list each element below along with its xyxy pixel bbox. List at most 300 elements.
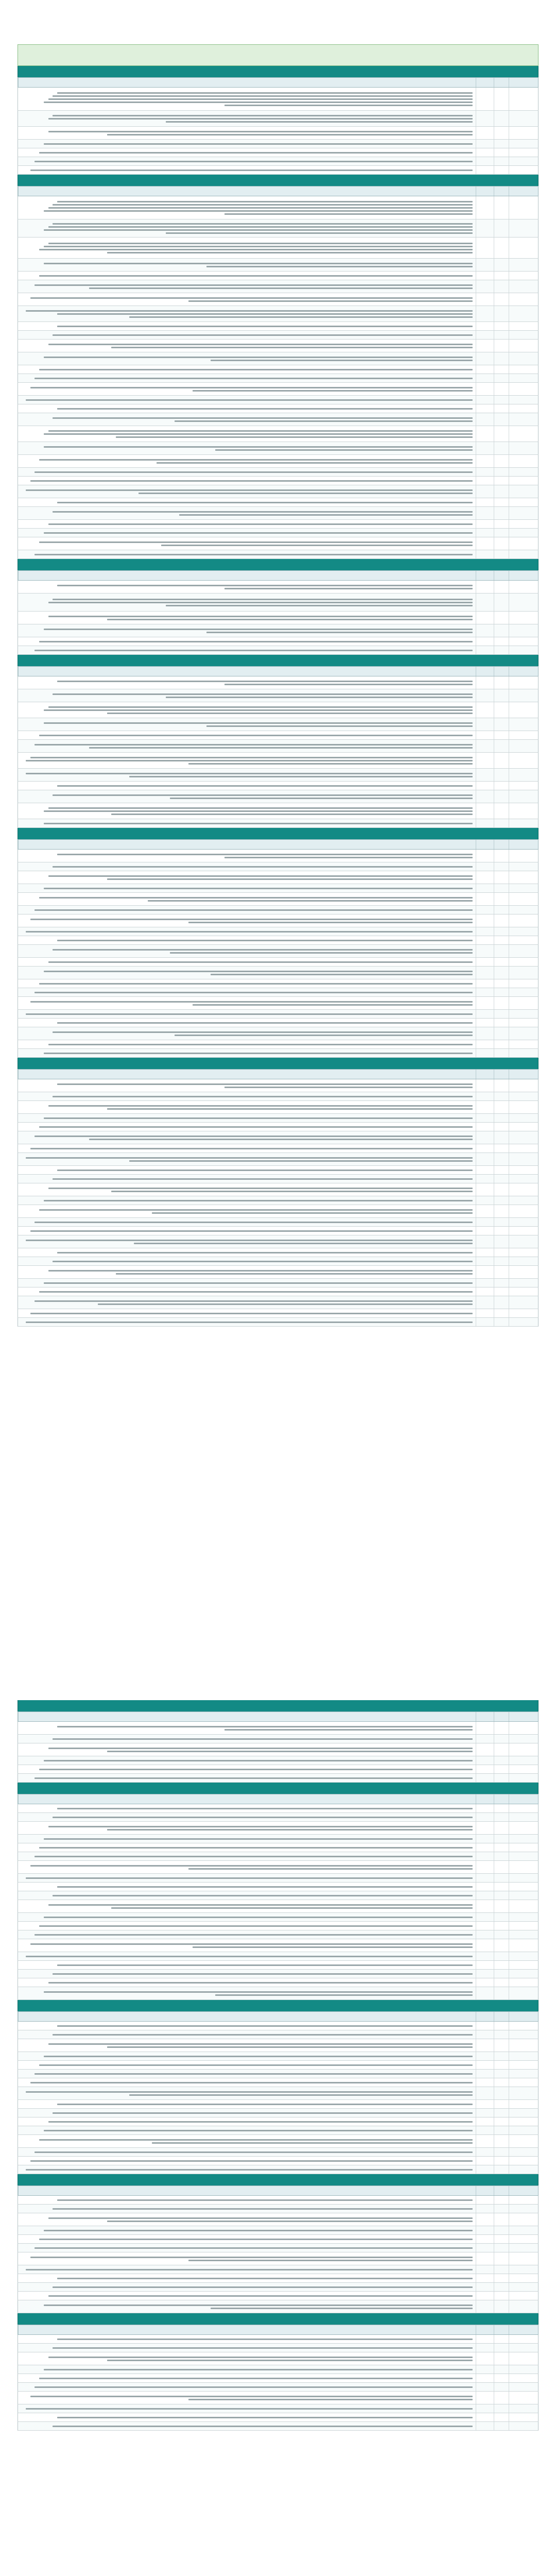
text-line-placeholder xyxy=(53,1178,473,1180)
cell-number xyxy=(494,769,509,781)
text-line-placeholder xyxy=(39,369,473,370)
cell-description xyxy=(18,166,476,174)
cell-code xyxy=(509,1235,538,1248)
cell-number xyxy=(494,529,509,537)
cell-description xyxy=(18,819,476,827)
table-row xyxy=(18,979,538,988)
cell-date xyxy=(476,1123,494,1131)
cell-description xyxy=(18,1913,476,1921)
text-line-placeholder xyxy=(48,1904,473,1906)
cell-date xyxy=(476,753,494,768)
section-header xyxy=(18,559,538,570)
text-line-placeholder xyxy=(26,2091,473,2093)
cell-number xyxy=(494,1883,509,1891)
text-line-placeholder xyxy=(53,223,473,225)
text-line-placeholder xyxy=(166,697,473,698)
cell-number xyxy=(494,702,509,718)
cell-number xyxy=(494,2265,509,2274)
column-header-date xyxy=(476,2012,494,2021)
text-line-placeholder xyxy=(129,2094,473,2096)
cell-date xyxy=(476,1218,494,1226)
cell-code xyxy=(509,803,538,819)
cell-description xyxy=(18,1257,476,1265)
cell-description xyxy=(18,2117,476,2126)
text-line-placeholder xyxy=(26,1240,473,1241)
text-line-placeholder xyxy=(26,760,473,761)
cell-description xyxy=(18,2335,476,2343)
table-row xyxy=(18,1900,538,1913)
text-line-placeholder xyxy=(44,2369,473,2370)
column-header-date xyxy=(476,1794,494,1804)
text-line-placeholder xyxy=(107,2046,473,2048)
cell-date xyxy=(476,2383,494,2391)
cell-description xyxy=(18,1205,476,1217)
cell-number xyxy=(494,280,509,293)
cell-description xyxy=(18,404,476,413)
cell-number xyxy=(494,790,509,803)
cell-description xyxy=(18,550,476,558)
cell-description xyxy=(18,1287,476,1296)
cell-number xyxy=(494,819,509,827)
cell-code xyxy=(509,936,538,944)
text-line-placeholder xyxy=(34,2073,473,2075)
cell-date xyxy=(476,396,494,404)
table-row xyxy=(18,280,538,293)
text-line-placeholder xyxy=(57,854,473,855)
cell-description xyxy=(18,1175,476,1183)
cell-description xyxy=(18,1318,476,1326)
cell-code xyxy=(509,1743,538,1756)
cell-number xyxy=(494,468,509,476)
cell-description xyxy=(18,2226,476,2234)
text-line-placeholder xyxy=(224,105,473,106)
table-row xyxy=(18,2117,538,2126)
text-line-placeholder xyxy=(53,693,473,695)
text-line-placeholder xyxy=(30,387,473,388)
text-line-placeholder xyxy=(166,232,473,234)
text-line-placeholder xyxy=(44,1053,473,1054)
table-body xyxy=(18,850,538,1058)
text-line-placeholder xyxy=(157,462,473,464)
cell-date xyxy=(476,1939,494,1952)
text-line-placeholder xyxy=(129,1160,473,1162)
section-header xyxy=(18,66,538,77)
cell-code xyxy=(509,2087,538,2099)
text-line-placeholder xyxy=(98,1303,473,1305)
text-line-placeholder xyxy=(44,143,473,145)
cell-date xyxy=(476,958,494,966)
cell-description xyxy=(18,2165,476,2174)
text-line-placeholder xyxy=(39,275,473,277)
table-row xyxy=(18,1774,538,1783)
cell-number xyxy=(494,2100,509,2108)
cell-code xyxy=(509,1883,538,1891)
text-line-placeholder xyxy=(57,1022,473,1024)
column-header-date xyxy=(476,2325,494,2334)
text-line-placeholder xyxy=(175,1035,473,1036)
text-line-placeholder xyxy=(224,857,473,858)
cell-date xyxy=(476,967,494,979)
cell-date xyxy=(476,1079,494,1092)
cell-date xyxy=(476,2022,494,2030)
table-row xyxy=(18,1835,538,1843)
table-row xyxy=(18,1248,538,1257)
table-row xyxy=(18,906,538,914)
cell-date xyxy=(476,1852,494,1860)
text-line-placeholder xyxy=(34,1136,473,1137)
column-header-description xyxy=(18,840,476,849)
text-line-placeholder xyxy=(39,1925,473,1927)
cell-code xyxy=(509,1970,538,1978)
cell-number xyxy=(494,1722,509,1734)
cell-date xyxy=(476,676,494,689)
cell-description xyxy=(18,2265,476,2274)
text-line-placeholder xyxy=(53,2208,473,2210)
cell-description xyxy=(18,967,476,979)
cell-number xyxy=(494,936,509,944)
cell-description xyxy=(18,2157,476,2165)
cell-date xyxy=(476,1248,494,1257)
cell-number xyxy=(494,477,509,485)
table-row xyxy=(18,988,538,997)
text-line-placeholder xyxy=(175,420,473,422)
text-line-placeholder xyxy=(34,909,473,911)
cell-number xyxy=(494,2135,509,2147)
cell-number xyxy=(494,2126,509,2134)
text-line-placeholder xyxy=(48,2121,473,2123)
text-line-placeholder xyxy=(116,436,473,438)
table-row xyxy=(18,2213,538,2226)
cell-code xyxy=(509,1804,538,1812)
cell-number xyxy=(494,1153,509,1165)
cell-code xyxy=(509,1010,538,1018)
cell-code xyxy=(509,148,538,157)
cell-number xyxy=(494,1874,509,1882)
table-row xyxy=(18,2244,538,2252)
cell-description xyxy=(18,2413,476,2421)
cell-number xyxy=(494,1010,509,1018)
table-row xyxy=(18,520,538,529)
cell-code xyxy=(509,2274,538,2282)
text-line-placeholder xyxy=(48,98,473,100)
cell-description xyxy=(18,468,476,476)
text-line-placeholder xyxy=(89,747,473,749)
table-row xyxy=(18,331,538,340)
cell-description xyxy=(18,2274,476,2282)
text-line-placeholder xyxy=(53,2426,473,2427)
cell-description xyxy=(18,529,476,537)
cell-date xyxy=(476,1970,494,1978)
column-header-number xyxy=(494,2012,509,2021)
table-body xyxy=(18,1804,538,2000)
text-line-placeholder xyxy=(30,1943,473,1945)
table-row xyxy=(18,529,538,537)
cell-description xyxy=(18,2383,476,2391)
cell-number xyxy=(494,2061,509,2069)
text-line-placeholder xyxy=(26,1877,473,1879)
text-line-placeholder xyxy=(57,2199,473,2201)
text-line-placeholder xyxy=(48,243,473,244)
cell-number xyxy=(494,1735,509,1743)
column-header-description xyxy=(18,2325,476,2334)
text-line-placeholder xyxy=(148,900,473,902)
text-line-placeholder xyxy=(26,773,473,774)
text-line-placeholder xyxy=(48,430,473,432)
cell-code xyxy=(509,2283,538,2291)
cell-date xyxy=(476,1205,494,1217)
text-line-placeholder xyxy=(30,1865,473,1867)
cell-description xyxy=(18,612,476,624)
text-line-placeholder xyxy=(53,115,473,116)
cell-date xyxy=(476,442,494,454)
text-line-placeholder xyxy=(48,706,473,708)
text-line-placeholder xyxy=(44,1991,473,1993)
text-line-placeholder xyxy=(48,2217,473,2219)
cell-code xyxy=(509,1153,538,1165)
cell-number xyxy=(494,1756,509,1765)
table-row xyxy=(18,272,538,280)
cell-number xyxy=(494,884,509,892)
table-row xyxy=(18,2157,538,2165)
text-line-placeholder xyxy=(206,632,473,633)
section xyxy=(18,2000,538,2174)
cell-date xyxy=(476,455,494,467)
cell-number xyxy=(494,426,509,442)
text-line-placeholder xyxy=(57,2104,473,2105)
text-line-placeholder xyxy=(39,459,473,461)
cell-date xyxy=(476,936,494,944)
cell-number xyxy=(494,1279,509,1287)
text-line-placeholder xyxy=(57,1964,473,1966)
table-row xyxy=(18,1874,538,1883)
cell-date xyxy=(476,148,494,157)
column-header-date xyxy=(476,1712,494,1721)
cell-date xyxy=(476,1952,494,1960)
cell-code xyxy=(509,1861,538,1873)
text-line-placeholder xyxy=(111,347,473,348)
cell-date xyxy=(476,2422,494,2430)
table-row xyxy=(18,1144,538,1153)
cell-date xyxy=(476,702,494,718)
cell-code xyxy=(509,1266,538,1278)
cell-number xyxy=(494,1318,509,1326)
column-header-code xyxy=(509,1712,538,1721)
cell-code xyxy=(509,2265,538,2274)
text-line-placeholder xyxy=(107,2360,473,2361)
column-header-code xyxy=(509,187,538,196)
column-header-description xyxy=(18,667,476,676)
text-line-placeholder xyxy=(26,1956,473,1957)
cell-number xyxy=(494,2078,509,2087)
text-line-placeholder xyxy=(224,588,473,589)
cell-code xyxy=(509,862,538,871)
cell-date xyxy=(476,637,494,646)
table-row xyxy=(18,740,538,753)
cell-description xyxy=(18,1939,476,1952)
cell-date xyxy=(476,2135,494,2147)
cell-description xyxy=(18,1019,476,1027)
table-row xyxy=(18,306,538,322)
cell-description xyxy=(18,1861,476,1873)
cell-date xyxy=(476,594,494,611)
cell-number xyxy=(494,850,509,862)
text-line-placeholder xyxy=(57,92,473,94)
cell-date xyxy=(476,2126,494,2134)
cell-date xyxy=(476,1735,494,1743)
cell-description xyxy=(18,2078,476,2087)
table-row xyxy=(18,2292,538,2300)
text-line-placeholder xyxy=(48,131,473,132)
table-body xyxy=(18,2335,538,2431)
cell-description xyxy=(18,850,476,862)
cell-description xyxy=(18,238,476,258)
table-row xyxy=(18,884,538,893)
column-header-date xyxy=(476,187,494,196)
table-row xyxy=(18,2365,538,2374)
text-line-placeholder xyxy=(44,888,473,889)
cell-code xyxy=(509,2126,538,2134)
cell-number xyxy=(494,1861,509,1873)
cell-number xyxy=(494,520,509,528)
cell-date xyxy=(476,2052,494,2060)
table-row xyxy=(18,2413,538,2422)
cell-code xyxy=(509,1756,538,1765)
text-line-placeholder xyxy=(161,545,473,546)
table-row xyxy=(18,782,538,790)
text-line-placeholder xyxy=(39,1126,473,1128)
cell-date xyxy=(476,238,494,258)
column-header-date xyxy=(476,667,494,676)
cell-date xyxy=(476,413,494,426)
cell-date xyxy=(476,1131,494,1144)
table-row xyxy=(18,365,538,374)
text-line-placeholder xyxy=(44,823,473,824)
text-line-placeholder xyxy=(215,1994,473,1996)
cell-date xyxy=(476,906,494,914)
cell-number xyxy=(494,498,509,506)
cell-number xyxy=(494,1987,509,1999)
text-line-placeholder xyxy=(129,316,473,318)
cell-number xyxy=(494,1266,509,1278)
column-header-date xyxy=(476,840,494,849)
cell-code xyxy=(509,1822,538,1834)
text-line-placeholder xyxy=(48,961,473,963)
cell-number xyxy=(494,1913,509,1921)
cell-code xyxy=(509,1939,538,1952)
cell-description xyxy=(18,997,476,1009)
text-line-placeholder xyxy=(129,776,473,777)
cell-date xyxy=(476,1961,494,1969)
cell-date xyxy=(476,2039,494,2052)
cell-date xyxy=(476,272,494,280)
cell-description xyxy=(18,782,476,790)
cell-code xyxy=(509,413,538,426)
text-line-placeholder xyxy=(57,940,473,941)
cell-date xyxy=(476,537,494,550)
cell-description xyxy=(18,2404,476,2413)
cell-date xyxy=(476,352,494,365)
cell-description xyxy=(18,365,476,374)
cell-date xyxy=(476,1309,494,1317)
text-line-placeholder xyxy=(206,266,473,267)
text-line-placeholder xyxy=(30,1001,473,1003)
table-row xyxy=(18,293,538,306)
cell-description xyxy=(18,1743,476,1756)
cell-date xyxy=(476,2404,494,2413)
document-title xyxy=(18,44,538,66)
cell-description xyxy=(18,331,476,339)
table-row xyxy=(18,2148,538,2157)
cell-code xyxy=(509,1930,538,1939)
cell-date xyxy=(476,1756,494,1765)
cell-number xyxy=(494,1743,509,1756)
text-line-placeholder xyxy=(30,2082,473,2083)
cell-date xyxy=(476,426,494,442)
text-line-placeholder xyxy=(57,585,473,586)
cell-date xyxy=(476,2352,494,2365)
cell-description xyxy=(18,293,476,306)
cell-number xyxy=(494,1939,509,1952)
text-line-placeholder xyxy=(224,1087,473,1088)
table-row xyxy=(18,2061,538,2070)
cell-number xyxy=(494,782,509,790)
cell-number xyxy=(494,1019,509,1027)
cell-code xyxy=(509,1296,538,1309)
cell-description xyxy=(18,2109,476,2117)
cell-date xyxy=(476,157,494,165)
cell-date xyxy=(476,340,494,352)
text-line-placeholder xyxy=(48,1105,473,1107)
cell-date xyxy=(476,624,494,637)
table-row xyxy=(18,1227,538,1235)
cell-date xyxy=(476,507,494,519)
cell-number xyxy=(494,2087,509,2099)
cell-description xyxy=(18,988,476,996)
cell-description xyxy=(18,2352,476,2365)
text-line-placeholder xyxy=(48,344,473,345)
table-row xyxy=(18,127,538,140)
column-header-number xyxy=(494,2186,509,2195)
cell-date xyxy=(476,988,494,996)
text-line-placeholder xyxy=(34,2386,473,2388)
table-row xyxy=(18,803,538,819)
text-line-placeholder xyxy=(206,725,473,727)
cell-number xyxy=(494,967,509,979)
cell-description xyxy=(18,936,476,944)
cell-date xyxy=(476,1010,494,1018)
cell-code xyxy=(509,293,538,306)
text-line-placeholder xyxy=(48,1044,473,1045)
table-row xyxy=(18,1735,538,1743)
cell-description xyxy=(18,2244,476,2252)
cell-description xyxy=(18,396,476,404)
column-header-code xyxy=(509,1070,538,1079)
cell-description xyxy=(18,689,476,702)
cell-date xyxy=(476,1813,494,1821)
table-row xyxy=(18,1987,538,2000)
cell-number xyxy=(494,979,509,988)
cell-date xyxy=(476,280,494,293)
table-row xyxy=(18,689,538,702)
table-row xyxy=(18,958,538,967)
cell-date xyxy=(476,1743,494,1756)
text-line-placeholder xyxy=(48,875,473,877)
cell-date xyxy=(476,365,494,374)
text-line-placeholder xyxy=(111,1907,473,1909)
column-header-date xyxy=(476,571,494,580)
table-row xyxy=(18,769,538,782)
table-header-row xyxy=(18,1069,538,1079)
